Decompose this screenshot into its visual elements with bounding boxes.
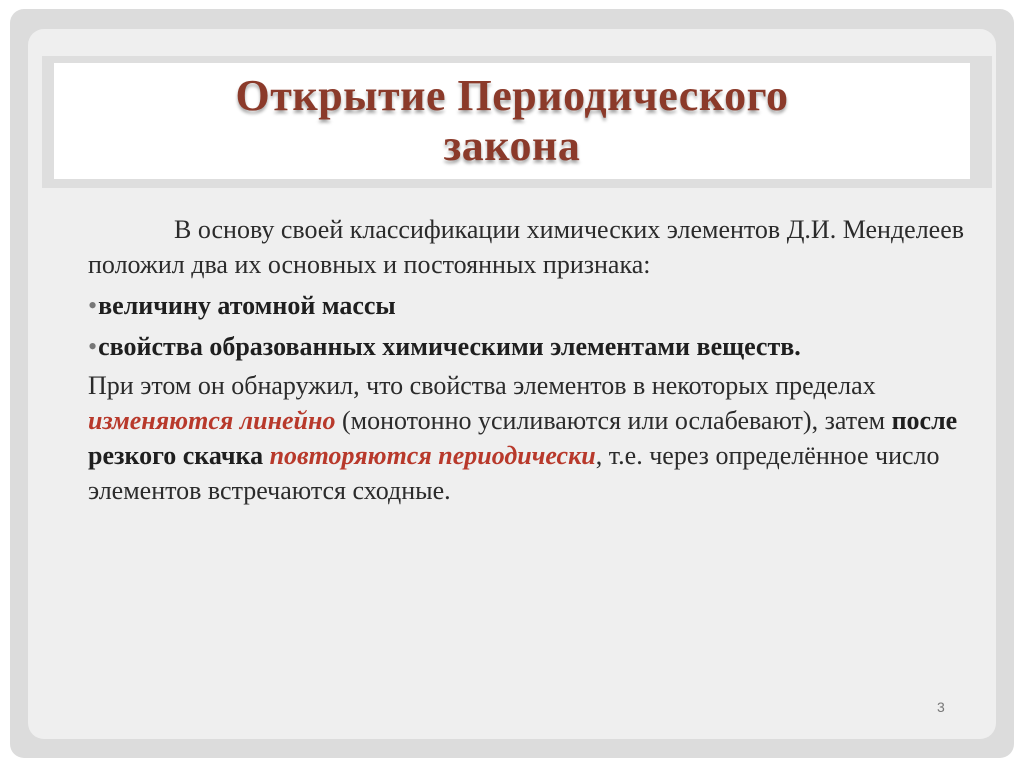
- emphasis-sharp-jump: после резкого скачка: [88, 406, 958, 470]
- discovery-text-4: , т.е. через определённое число элементов встречаются сходные.: [88, 441, 940, 505]
- title-box: [54, 63, 970, 179]
- discovery-text-1: При этом он обнаружил, что свойства элементов в некоторых пределах: [88, 371, 876, 400]
- slide-body: [88, 212, 968, 508]
- discovery-text-2: (монотонно усиливаются или ослабевают), затем: [335, 406, 892, 435]
- intro-paragraph: В основу своей классификации химических элементов Д.И. Менделеев положил два их основных и постоянных признака:: [88, 215, 965, 279]
- bullet-marker: •: [88, 291, 98, 320]
- discovery-paragraph: [88, 368, 968, 508]
- bullet-text: величину атомной массы: [98, 291, 396, 320]
- bullet-item-substance-properties: [88, 329, 968, 364]
- slide-title-line-1: Открытие Периодического: [235, 71, 789, 120]
- emphasis-periodic: повторяются периодически: [269, 441, 596, 470]
- bullet-text: свойства образованных химическими элементами веществ.: [98, 332, 801, 361]
- bullet-marker: •: [88, 332, 98, 361]
- slide-title-line-2: закона: [443, 121, 581, 170]
- emphasis-linear: изменяются линейно: [88, 406, 336, 435]
- bullet-item-atomic-mass: [88, 288, 968, 323]
- page-number: 3: [937, 699, 945, 715]
